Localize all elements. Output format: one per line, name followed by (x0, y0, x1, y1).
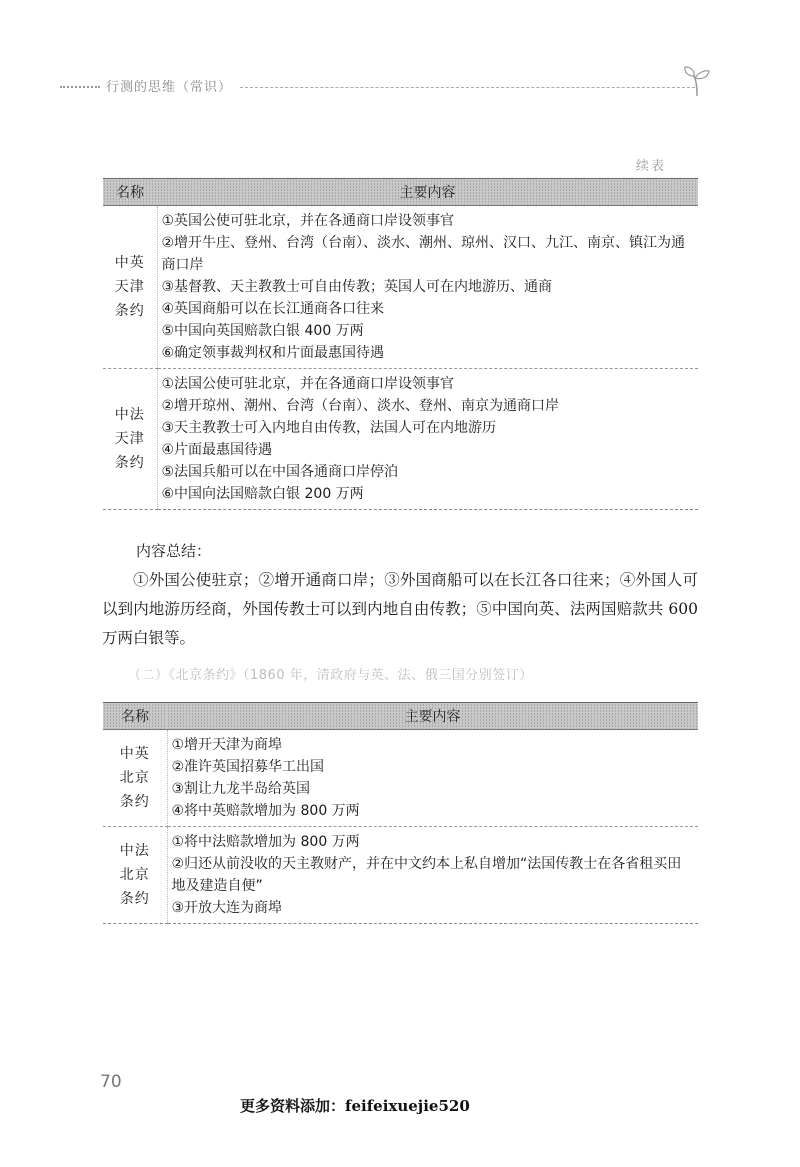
treaty-name-line: 条约 (119, 794, 150, 810)
content-item: ③割让九龙半岛给英国 (171, 781, 311, 797)
table-row (103, 827, 698, 924)
treaty-name-cell (103, 369, 157, 510)
section-heading: （二）《北京条约》（1860 年，清政府与英、法、俄三国分别签订） (128, 668, 533, 683)
header-title: 行测的思维（常识） (106, 80, 233, 95)
treaty-name-cell (103, 206, 157, 369)
table-header-row (103, 703, 698, 730)
treaty-name-line: 北京 (119, 770, 150, 786)
summary-title: 内容总结： (136, 542, 212, 560)
treaty-name-line: 条约 (119, 891, 150, 907)
content-item: ③天主教教士可入内地自由传教，法国人可在内地游历 (161, 420, 497, 436)
content-item: ⑥确定领事裁判权和片面最惠国待遇 (161, 345, 385, 361)
content-item: ②增开琼州、潮州、台湾（台南）、淡水、登州、南京为通商口岸 (161, 398, 560, 414)
header-dots (60, 86, 100, 88)
table-row (103, 730, 698, 827)
content-item: ⑥中国向法国赔款白银 200 万两 (161, 486, 364, 502)
treaty-table-beijing (103, 702, 698, 924)
summary-body: ①外国公使驻京；②增开通商口岸；③外国商船可以在长江各口往来；④外国人可以到内地游历经商，外国传教士可以到内地自由传教；⑤中国向英、法两国赔款共 600 万两白银等。 (102, 571, 698, 647)
treaty-name-line: 中法 (119, 843, 150, 859)
col-header-name: 名称 (103, 703, 167, 730)
content-item: ④将中英赔款增加为 800 万两 (171, 803, 360, 819)
treaty-content-cell (157, 206, 698, 369)
content-item: ③开放大连为商埠 (171, 900, 283, 916)
content-item: ②准许英国招募华工出国 (171, 759, 325, 775)
content-item: ②增开牛庄、登州、台湾（台南）、淡水、潮州、琼州、汉口、九江、南京、镇江为通商口岸 (161, 235, 686, 273)
sprout-logo-icon (682, 64, 712, 98)
treaty-content-cell (167, 827, 698, 924)
content-item: ①将中法赔款增加为 800 万两 (171, 834, 360, 850)
treaty-name-line: 天津 (114, 279, 145, 295)
page-number: 70 (100, 1072, 122, 1092)
content-item: ①增开天津为商埠 (171, 737, 283, 753)
treaty-content-cell (167, 730, 698, 827)
content-item: ①英国公使可驻北京，并在各通商口岸设领事官 (161, 213, 455, 229)
treaty-name-line: 北京 (119, 867, 150, 883)
col-header-content: 主要内容 (167, 703, 698, 730)
table-row (103, 369, 698, 510)
col-header-name: 名称 (103, 179, 157, 206)
content-item: ③基督教、天主教教士可自由传教；英国人可在内地游历、通商 (161, 279, 553, 295)
footer-note: 更多资料添加：feifeixuejie520 (240, 1097, 470, 1115)
content-item: ④英国商船可以在长江通商各口往来 (161, 301, 385, 317)
treaty-name-line: 中英 (119, 746, 150, 762)
content-item: ②归还从前没收的天主教财产，并在中文约本上私自增加“法国传教士在各省租买田地及建造自便” (171, 856, 682, 894)
continued-label: 续表 (636, 159, 667, 174)
treaty-name-cell (103, 827, 167, 924)
treaty-name-cell (103, 730, 167, 827)
treaty-name-line: 中法 (114, 407, 145, 423)
treaty-name-line: 中英 (114, 255, 145, 271)
table-header-row (103, 179, 698, 206)
content-item: ①法国公使可驻北京，并在各通商口岸设领事官 (161, 376, 455, 392)
treaty-name-line: 条约 (114, 303, 145, 319)
header-rule (240, 87, 695, 88)
running-header (60, 76, 720, 100)
treaty-name-line: 天津 (114, 431, 145, 447)
table-row (103, 206, 698, 369)
content-item: ④片面最惠国待遇 (161, 442, 273, 458)
col-header-content: 主要内容 (157, 179, 698, 206)
content-item: ⑤法国兵船可以在中国各通商口岸停泊 (161, 464, 399, 480)
treaty-table-tianjin (103, 178, 698, 510)
content-item: ⑤中国向英国赔款白银 400 万两 (161, 323, 364, 339)
treaty-name-line: 条约 (114, 455, 145, 471)
treaty-content-cell (157, 369, 698, 510)
